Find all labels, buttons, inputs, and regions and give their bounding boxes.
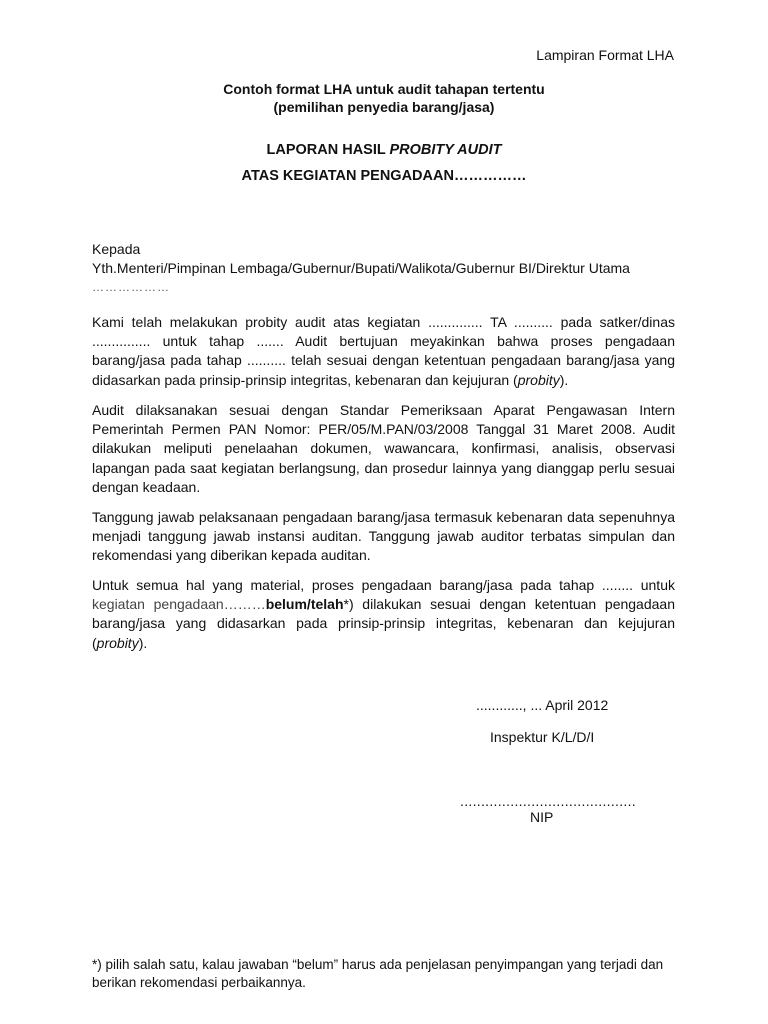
signature-nip: NIP bbox=[530, 809, 554, 825]
activity-title: ATAS KEGIATAN PENGADAAN…………… bbox=[241, 168, 527, 184]
paragraph-conclusion-gray: kegiatan pengadaan……… bbox=[92, 596, 266, 613]
paragraph-responsibility: Tanggung jawab pelaksanaan pengadaan barang/jasa termasuk kebenaran data sepenuhnya menjadi tanggung jawab instansi auditan. Tanggung jawab auditor terbatas simpulan dan rekomendasi yang diberikan kepada auditan. bbox=[92, 509, 675, 564]
recipient-addressee: Yth.Menteri/Pimpinan Lembaga/Gubernur/Bupati/Walikota/Gubernur BI/Direktur Utama bbox=[92, 260, 630, 277]
paragraph-scope bbox=[92, 313, 675, 390]
format-title: Contoh format LHA untuk audit tahapan tertentu bbox=[223, 81, 545, 97]
paragraph-scope-text: Kami telah melakukan probity audit atas kegiatan .............. TA .......... pada satker/dinas ............... untuk tahap ....... Audit bertujuan meyakinkan bahwa proses pengadaan barang/jasa pada tahap .......... telah sesuai dengan ketentuan pengadaan barang/jasa yang didasarkan pada prinsip-prinsip integritas, kebenaran dan kejujuran ( bbox=[92, 314, 675, 388]
report-title-prefix: LAPORAN HASIL bbox=[266, 142, 390, 158]
report-title-italic: PROBITY AUDIT bbox=[389, 142, 502, 158]
format-subtitle: (pemilihan penyedia barang/jasa) bbox=[273, 99, 495, 115]
signature-title: Inspektur K/L/D/I bbox=[490, 729, 595, 745]
paragraph-conclusion-mid: *) dilakukan sesuai dengan ketentuan pengadaan barang/jasa yang didasarkan pada prinsip-prinsip integritas, kebenaran dan kejujuran ( bbox=[92, 596, 675, 651]
paragraph-scope-end: ). bbox=[559, 371, 569, 388]
paragraph-scope-italic: probity bbox=[517, 371, 560, 388]
paragraph-conclusion bbox=[92, 576, 675, 653]
signature-line: .......................................... bbox=[460, 793, 636, 809]
recipient-dots: ……………… bbox=[92, 280, 170, 295]
footnote: *) pilih salah satu, kalau jawaban “belum” harus ada penjelasan penyimpangan yang terjadi dan berikan rekomendasi perbaikannya. bbox=[92, 957, 664, 990]
attachment-label: Lampiran Format LHA bbox=[536, 47, 674, 63]
paragraph-conclusion-end: ). bbox=[138, 634, 148, 651]
signature-date: ............, ... April 2012 bbox=[476, 697, 609, 713]
paragraph-conclusion-start: Untuk semua hal yang material, proses pengadaan barang/jasa pada tahap ........ untuk bbox=[92, 577, 675, 593]
paragraph-conclusion-italic: probity bbox=[96, 634, 139, 651]
paragraph-standard: Audit dilaksanakan sesuai dengan Standar Pemeriksaan Aparat Pengawasan Intern Pemerintah Permen PAN Nomor: PER/05/M.PAN/03/2008 Tanggal 31 Maret 2008. Audit dilakukan meliputi penelaahan dokumen, wawancara, konfirmasi, analisis, observasi lapangan pada saat kegiatan berlangsung, dan prosedur lainnya yang dianggap perlu sesuai dengan keadaan. bbox=[92, 402, 675, 495]
paragraph-conclusion-bold: belum/telah bbox=[265, 596, 344, 613]
recipient-to: Kepada bbox=[92, 241, 141, 257]
report-title bbox=[0, 141, 768, 160]
recipient-block bbox=[92, 240, 675, 298]
